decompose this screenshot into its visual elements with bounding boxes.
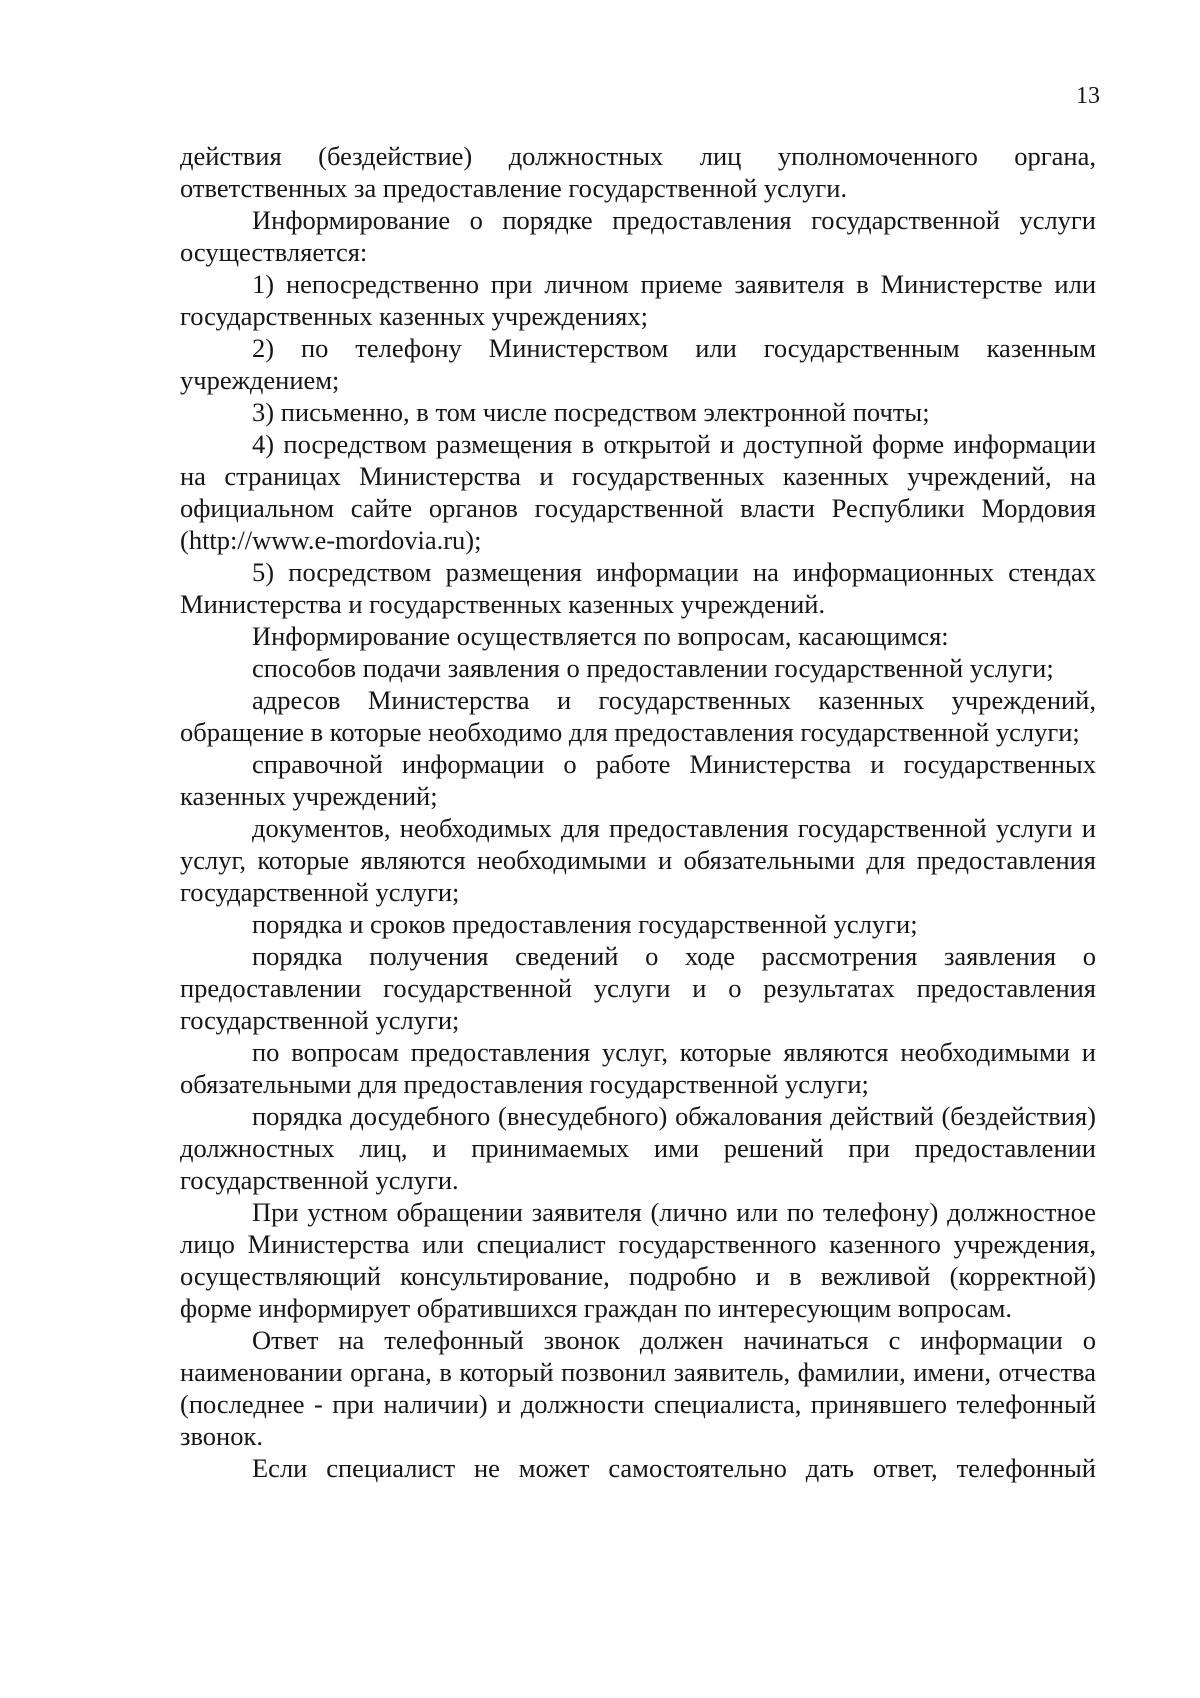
topic-item-4: документов, необходимых для предоставления государственной услуги и услуг, которые являются необходимыми и обязательными для предоставления государственной услуги; [180, 813, 1096, 907]
topic-item-3: справочной информации о работе Министерства и государственных казенных учреждений; [180, 749, 1096, 811]
paragraph-2: Информирование о порядке предоставления государственной услуги осуществляется: [180, 205, 1096, 267]
topic-item-7: по вопросам предоставления услуг, которые являются необходимыми и обязательными для предоставления государственной услуги; [180, 1037, 1096, 1099]
topic-item-1: способов подачи заявления о предоставлении государственной услуги; [252, 653, 1054, 683]
paragraph-continued: Если специалист не может самостоятельно дать ответ, телефонный [252, 1453, 1096, 1483]
list-item-2: 2) по телефону Министерством или государственным казенным учреждением; [180, 333, 1096, 395]
page-number: 13 [1076, 83, 1100, 109]
topic-item-2: адресов Министерства и государственных казенных учреждений, обращение в которые необходимо для предоставления государственной услуги; [180, 685, 1096, 747]
paragraph-oral-inquiry: При устном обращении заявителя (лично или по телефону) должностное лицо Министерства или специалист государственного казенного учреждения, осуществляющий консультирование, подробно и в вежливой (корректной) форме информирует обратившихся граждан по интересующим вопросам. [180, 1197, 1096, 1323]
topic-item-5: порядка и сроков предоставления государственной услуги; [252, 909, 918, 939]
list-item-3: 3) письменно, в том числе посредством электронной почты; [252, 397, 930, 427]
list-item-1: 1) непосредственно при личном приеме заявителя в Министерстве или государственных казенных учреждениях; [180, 269, 1096, 331]
list-item-5: 5) посредством размещения информации на информационных стендах Министерства и государственных казенных учреждений. [180, 557, 1096, 619]
document-body [180, 140, 1096, 1484]
paragraph-topics-intro: Информирование осуществляется по вопросам, касающимся: [252, 621, 949, 651]
paragraph-1: действия (бездействие) должностных лиц уполномоченного органа, ответственных за предоставление государственной услуги. [180, 141, 1096, 203]
topic-item-8: порядка досудебного (внесудебного) обжалования действий (бездействия) должностных лиц, и принимаемых ими решений при предоставлении государственной услуги. [180, 1101, 1096, 1195]
topic-item-6: порядка получения сведений о ходе рассмотрения заявления о предоставлении государственной услуги и о результатах предоставления государственной услуги; [180, 941, 1096, 1035]
list-item-4: 4) посредством размещения в открытой и доступной форме информации на страницах Министерства и государственных казенных учреждений, на официальном сайте органов государственной власти Республики Мордовия (http://www.e-mordovia.ru); [180, 429, 1096, 555]
paragraph-phone-answer: Ответ на телефонный звонок должен начинаться с информации о наименовании органа, в который позвонил заявитель, фамилии, имени, отчества (последнее - при наличии) и должности специалиста, принявшего телефонный звонок. [180, 1325, 1096, 1451]
